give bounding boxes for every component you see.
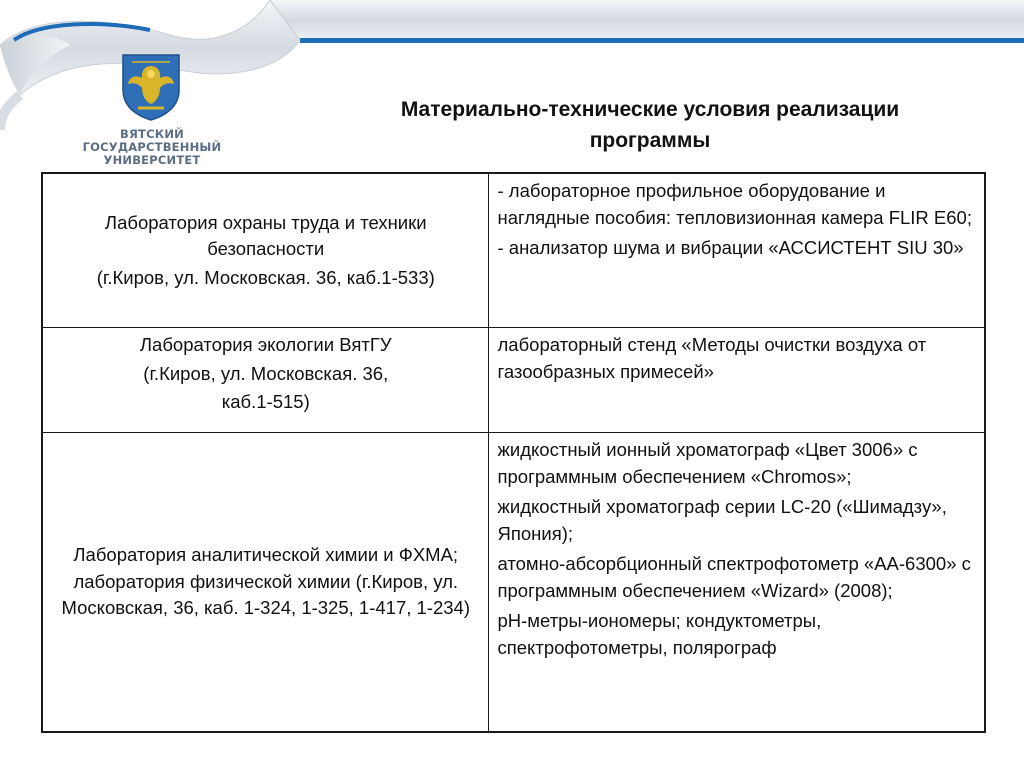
table-row: [42, 433, 985, 733]
lab-name: Лаборатория экологии ВятГУ: [139, 334, 392, 355]
table-row: [42, 173, 985, 328]
equipment-item: - лабораторное профильное оборудование и наглядные пособия: тепловизионная камера FLIR E60;: [497, 180, 972, 228]
facilities-table-wrap: [41, 172, 984, 733]
lab-cell: [42, 173, 488, 328]
lab-cell: [42, 328, 488, 433]
page-title-line-1: Материально-технические условия реализации: [400, 98, 900, 121]
equipment-item: лабораторный стенд «Методы очистки воздуха от газообразных примесей»: [497, 334, 927, 382]
equipment-cell: [488, 433, 985, 733]
facilities-table: [41, 172, 986, 733]
equipment-item: - анализатор шума и вибрации «АССИСТЕНТ SIU 30»: [497, 237, 964, 258]
lab-room: каб.1-515): [221, 391, 310, 412]
crest-icon: [120, 52, 182, 122]
page-title-line-2: программы: [589, 129, 711, 152]
equipment-item: pH-метры-иономеры; кондуктометры, спектрофотометры, полярограф: [497, 610, 822, 658]
university-name-line-1: ВЯТСКИЙ: [120, 127, 184, 141]
lab-cell: [42, 433, 488, 733]
university-logo: [82, 52, 222, 177]
university-name-line-2: ГОСУДАРСТВЕННЫЙ: [82, 140, 222, 154]
university-name-line-3: УНИВЕРСИТЕТ: [103, 153, 201, 167]
table-row: [42, 328, 985, 433]
equipment-cell: [488, 173, 985, 328]
lab-address: (г.Киров, ул. Московская. 36,: [143, 362, 389, 384]
equipment-item: жидкостный хроматограф серии LC-20 («Шимадзу», Япония);: [497, 496, 947, 544]
lab-address: (г.Киров, ул. Московская. 36, каб.1-533): [96, 266, 435, 288]
page-title: [320, 94, 980, 156]
equipment-item: жидкостный ионный хроматограф «Цвет 3006» с программным обеспечением «Chromos»;: [497, 439, 918, 487]
equipment-cell: [488, 328, 985, 433]
equipment-item: атомно-абсорбционный спектрофотометр «АА-6300» с программным обеспечением «Wizard» (2008);: [497, 553, 971, 601]
lab-name: Лаборатория охраны труда и техники безопасности: [104, 211, 427, 260]
lab-name: Лаборатория аналитической химии и ФХМА; лаборатория физической химии (г.Киров, ул. Московская, 36, каб. 1-324, 1-325, 1-417, 1-234): [61, 544, 470, 619]
